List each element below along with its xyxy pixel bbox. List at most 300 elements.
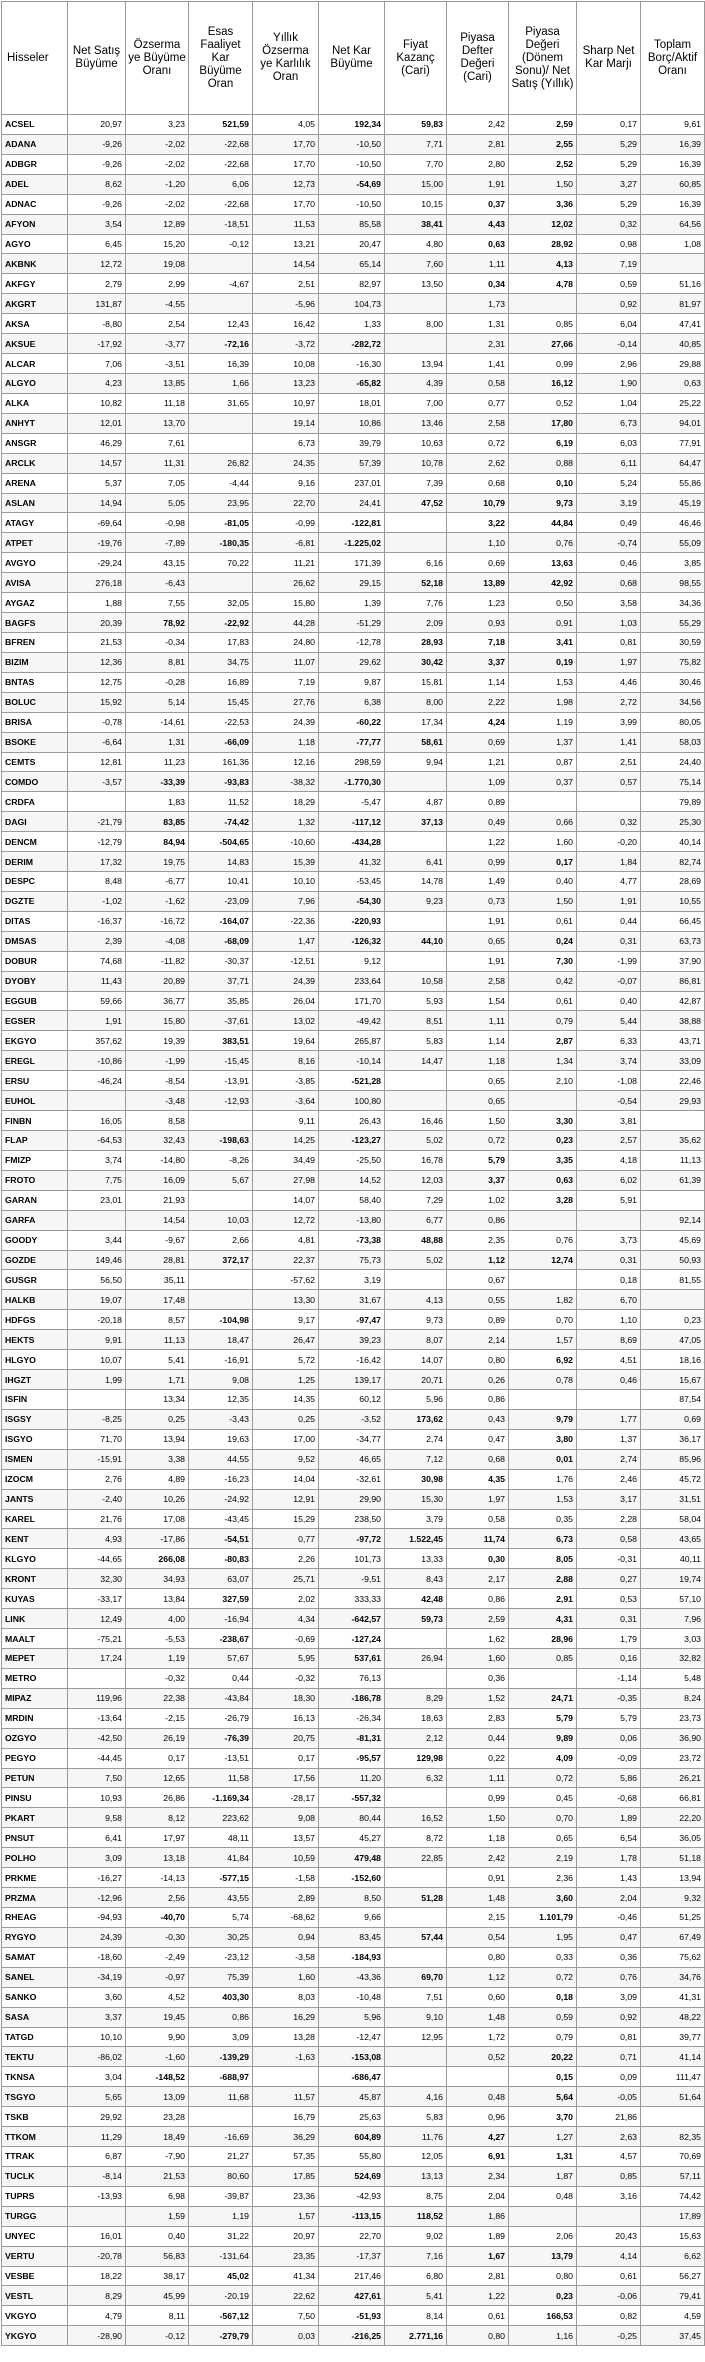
value-cell: 27,66 — [509, 334, 577, 354]
value-cell: 14,83 — [189, 852, 253, 872]
value-cell: 12,36 — [68, 652, 126, 672]
stock-code-cell: TEKTU — [2, 2047, 68, 2067]
value-cell: 75,82 — [641, 652, 705, 672]
value-cell: 3,37 — [447, 652, 509, 672]
table-row — [2, 1888, 705, 1908]
value-cell: 0,67 — [447, 1270, 509, 1290]
value-cell: 4,13 — [385, 1290, 447, 1310]
value-cell: 9,08 — [253, 1808, 319, 1828]
stock-code-cell: TUPRS — [2, 2186, 68, 2206]
value-cell: 1,52 — [447, 1688, 509, 1708]
value-cell: -12,78 — [319, 632, 385, 652]
value-cell: 1,50 — [447, 1808, 509, 1828]
value-cell: 1,97 — [577, 652, 641, 672]
table-row — [2, 1449, 705, 1469]
value-cell: 29,93 — [641, 1091, 705, 1111]
value-cell: 0,80 — [447, 1947, 509, 1967]
value-cell: 6,02 — [577, 1170, 641, 1190]
value-cell: 2,04 — [447, 2186, 509, 2206]
value-cell: 60,85 — [641, 174, 705, 194]
value-cell: 76,13 — [319, 1668, 385, 1688]
value-cell: 8,16 — [253, 1051, 319, 1071]
value-cell: 6,73 — [509, 1529, 577, 1549]
value-cell: 9,58 — [68, 1808, 126, 1828]
value-cell: 192,34 — [319, 115, 385, 135]
value-cell: -0,68 — [577, 1788, 641, 1808]
value-cell: 1,22 — [447, 2286, 509, 2306]
value-cell: -18,51 — [189, 214, 253, 234]
value-cell: 111,47 — [641, 2067, 705, 2087]
value-cell: 0,80 — [509, 2266, 577, 2286]
value-cell — [189, 254, 253, 274]
stock-code-cell: ADNAC — [2, 194, 68, 214]
value-cell: 85,58 — [319, 214, 385, 234]
stock-code-cell: DYOBY — [2, 971, 68, 991]
header-piyasa-degeri-net-satis: Piyasa Değeri (Dönem Sonu)/ Net Satış (Yıllık) — [509, 2, 577, 115]
table-row — [2, 2127, 705, 2147]
value-cell: 9,73 — [509, 493, 577, 513]
value-cell: 14,25 — [253, 1131, 319, 1151]
value-cell: -16,69 — [189, 2127, 253, 2147]
value-cell: 56,27 — [641, 2266, 705, 2286]
value-cell: 29,15 — [319, 573, 385, 593]
value-cell: -44,65 — [68, 1549, 126, 1569]
table-row — [2, 951, 705, 971]
value-cell: 3,09 — [68, 1848, 126, 1868]
stock-code-cell: AVGYO — [2, 553, 68, 573]
value-cell: 0,86 — [447, 1589, 509, 1609]
value-cell: 56,83 — [126, 2246, 189, 2266]
value-cell: 9,17 — [253, 1310, 319, 1330]
value-cell: 1,02 — [447, 1190, 509, 1210]
value-cell: 21,53 — [68, 632, 126, 652]
value-cell: 0,46 — [577, 1370, 641, 1390]
value-cell: 2,14 — [447, 1330, 509, 1350]
header-toplam-borc-aktif: Toplam Borç/Aktif Oranı — [641, 2, 705, 115]
value-cell: 0,03 — [253, 2326, 319, 2346]
value-cell: 0,55 — [447, 1290, 509, 1310]
value-cell: -40,70 — [126, 1907, 189, 1927]
value-cell: 4,16 — [385, 2087, 447, 2107]
value-cell: 5,37 — [68, 473, 126, 493]
value-cell: 8,24 — [641, 1688, 705, 1708]
stock-code-cell: ISMEN — [2, 1449, 68, 1469]
value-cell: 16,78 — [385, 1150, 447, 1170]
value-cell: 2,12 — [385, 1728, 447, 1748]
value-cell: 427,61 — [319, 2286, 385, 2306]
value-cell: 4,52 — [126, 1987, 189, 2007]
value-cell: 10,41 — [189, 872, 253, 892]
value-cell: -5,47 — [319, 792, 385, 812]
value-cell: 0,82 — [577, 2306, 641, 2326]
value-cell: 1,89 — [447, 2226, 509, 2246]
value-cell: 11,76 — [385, 2127, 447, 2147]
value-cell: -9,67 — [126, 1230, 189, 1250]
value-cell: 6,03 — [577, 433, 641, 453]
value-cell: 13,50 — [385, 274, 447, 294]
value-cell: 0,18 — [509, 1987, 577, 2007]
value-cell: 10,63 — [385, 433, 447, 453]
value-cell: 7,18 — [447, 632, 509, 652]
stock-code-cell: HALKB — [2, 1290, 68, 1310]
value-cell: 1,91 — [68, 1011, 126, 1031]
value-cell: -34,19 — [68, 1967, 126, 1987]
value-cell: 20,47 — [319, 234, 385, 254]
value-cell: 16,89 — [189, 672, 253, 692]
table-row — [2, 971, 705, 991]
value-cell: 5,05 — [126, 493, 189, 513]
value-cell: 4,24 — [447, 712, 509, 732]
table-row — [2, 1409, 705, 1429]
value-cell: 9,08 — [189, 1370, 253, 1390]
value-cell: 17,70 — [253, 134, 319, 154]
value-cell: -1,99 — [126, 1051, 189, 1071]
stock-code-cell: DITAS — [2, 911, 68, 931]
value-cell — [509, 1668, 577, 1688]
value-cell: 19,08 — [126, 254, 189, 274]
value-cell: -26,34 — [319, 1708, 385, 1728]
value-cell: 50,93 — [641, 1250, 705, 1270]
table-row — [2, 314, 705, 334]
value-cell: -17,37 — [319, 2246, 385, 2266]
stock-code-cell: AGYO — [2, 234, 68, 254]
value-cell: 0,45 — [509, 1788, 577, 1808]
value-cell: 22,85 — [385, 1848, 447, 1868]
value-cell: 2,39 — [68, 931, 126, 951]
value-cell: 2,58 — [447, 413, 509, 433]
table-row — [2, 712, 705, 732]
value-cell — [385, 1071, 447, 1091]
value-cell: 5,91 — [577, 1190, 641, 1210]
value-cell: 11,18 — [126, 393, 189, 413]
value-cell: 3,23 — [126, 115, 189, 135]
value-cell: 19,39 — [126, 1031, 189, 1051]
table-row — [2, 2186, 705, 2206]
value-cell: 0,01 — [509, 1449, 577, 1469]
value-cell: 25,63 — [319, 2107, 385, 2127]
value-cell: 51,28 — [385, 1888, 447, 1908]
value-cell: 59,83 — [385, 115, 447, 135]
value-cell: 26,47 — [253, 1330, 319, 1350]
value-cell: 0,76 — [509, 1230, 577, 1250]
value-cell: -10,50 — [319, 154, 385, 174]
value-cell: 0,35 — [509, 1509, 577, 1529]
value-cell: 42,87 — [641, 991, 705, 1011]
value-cell — [68, 1668, 126, 1688]
value-cell: 41,14 — [641, 2047, 705, 2067]
table-row — [2, 2246, 705, 2266]
value-cell: 22,62 — [253, 2286, 319, 2306]
value-cell: 36,77 — [126, 991, 189, 1011]
value-cell: 7,61 — [126, 433, 189, 453]
table-row — [2, 1788, 705, 1808]
value-cell: 6,41 — [385, 852, 447, 872]
value-cell: 3,79 — [385, 1509, 447, 1529]
value-cell: 0,94 — [253, 1927, 319, 1947]
value-cell: 25,71 — [253, 1569, 319, 1589]
value-cell: 58,03 — [641, 732, 705, 752]
value-cell: 0,26 — [447, 1370, 509, 1390]
value-cell: 30,46 — [641, 672, 705, 692]
value-cell: 5,79 — [577, 1708, 641, 1728]
value-cell — [509, 792, 577, 812]
value-cell: -3,58 — [253, 1947, 319, 1967]
value-cell: 1,82 — [509, 1290, 577, 1310]
value-cell: 0,68 — [447, 1449, 509, 1469]
value-cell: 0,17 — [577, 115, 641, 135]
value-cell: 14,07 — [253, 1190, 319, 1210]
value-cell: 0,44 — [189, 1668, 253, 1688]
value-cell: 0,32 — [577, 214, 641, 234]
value-cell: 9,52 — [253, 1449, 319, 1469]
table-row — [2, 1808, 705, 1828]
value-cell: 44,28 — [253, 613, 319, 633]
value-cell: 46,65 — [319, 1449, 385, 1469]
stock-code-cell: TTKOM — [2, 2127, 68, 2147]
value-cell: -1.770,30 — [319, 772, 385, 792]
stock-code-cell: AYGAZ — [2, 593, 68, 613]
value-cell: 23,35 — [253, 2246, 319, 2266]
value-cell: 11,43 — [68, 971, 126, 991]
value-cell: 11,31 — [126, 453, 189, 473]
value-cell: 34,93 — [126, 1569, 189, 1589]
value-cell: 1,31 — [447, 314, 509, 334]
value-cell: 0,85 — [509, 1648, 577, 1668]
value-cell: 0,52 — [447, 2047, 509, 2067]
value-cell: 12,02 — [509, 214, 577, 234]
value-cell: 70,69 — [641, 2147, 705, 2167]
stock-code-cell: GOZDE — [2, 1250, 68, 1270]
value-cell: -0,28 — [126, 672, 189, 692]
value-cell: -20,19 — [189, 2286, 253, 2306]
value-cell: 0,99 — [447, 852, 509, 872]
stock-code-cell: HDFGS — [2, 1310, 68, 1330]
value-cell: -220,93 — [319, 911, 385, 931]
value-cell: 18,16 — [641, 1350, 705, 1370]
value-cell: 23,36 — [253, 2186, 319, 2206]
value-cell: 24,71 — [509, 1688, 577, 1708]
value-cell: 1,98 — [509, 692, 577, 712]
value-cell: 0,72 — [447, 1131, 509, 1151]
value-cell: 16,39 — [641, 194, 705, 214]
value-cell: 19,64 — [253, 1031, 319, 1051]
table-row — [2, 1828, 705, 1848]
stock-code-cell: EKGYO — [2, 1031, 68, 1051]
value-cell: 0,49 — [577, 513, 641, 533]
value-cell: -24,92 — [189, 1489, 253, 1509]
value-cell: 3,04 — [68, 2067, 126, 2087]
value-cell: 75,62 — [641, 1947, 705, 1967]
value-cell: 11,29 — [68, 2127, 126, 2147]
stock-code-cell: TSGYO — [2, 2087, 68, 2107]
value-cell: 0,09 — [577, 2067, 641, 2087]
value-cell: 2,35 — [447, 1230, 509, 1250]
value-cell: 0,34 — [447, 274, 509, 294]
value-cell: 0,86 — [447, 1390, 509, 1410]
value-cell: 0,77 — [447, 393, 509, 413]
value-cell: -97,72 — [319, 1529, 385, 1549]
value-cell: 28,69 — [641, 872, 705, 892]
stock-code-cell: UNYEC — [2, 2226, 68, 2246]
value-cell: 18,22 — [68, 2266, 126, 2286]
financial-ratios-table — [1, 1, 705, 2346]
value-cell: 0,25 — [126, 1409, 189, 1429]
value-cell: -0,69 — [253, 1629, 319, 1649]
value-cell: 37,90 — [641, 951, 705, 971]
stock-code-cell: EGSER — [2, 1011, 68, 1031]
value-cell: 5,93 — [385, 991, 447, 1011]
value-cell: 1,18 — [447, 1828, 509, 1848]
value-cell: 0,59 — [509, 2007, 577, 2027]
value-cell: 31,51 — [641, 1489, 705, 1509]
value-cell: -6,64 — [68, 732, 126, 752]
value-cell: -57,62 — [253, 1270, 319, 1290]
value-cell: 6,41 — [68, 1828, 126, 1848]
stock-code-cell: AKBNK — [2, 254, 68, 274]
value-cell: 7,05 — [126, 473, 189, 493]
stock-code-cell: EGGUB — [2, 991, 68, 1011]
value-cell: 2,55 — [509, 134, 577, 154]
value-cell: 10,10 — [68, 2027, 126, 2047]
value-cell: 1,86 — [447, 2206, 509, 2226]
value-cell: 34,36 — [641, 593, 705, 613]
value-cell: 17,48 — [126, 1290, 189, 1310]
value-cell: -216,25 — [319, 2326, 385, 2346]
value-cell: 23,28 — [126, 2107, 189, 2127]
value-cell: 0,63 — [641, 373, 705, 393]
value-cell: 0,44 — [447, 1728, 509, 1748]
value-cell: 3,09 — [577, 1987, 641, 2007]
value-cell — [189, 294, 253, 314]
value-cell: 63,07 — [189, 1569, 253, 1589]
value-cell: -186,78 — [319, 1688, 385, 1708]
value-cell: 4,59 — [641, 2306, 705, 2326]
value-cell: -86,02 — [68, 2047, 126, 2067]
value-cell: 7,96 — [253, 891, 319, 911]
value-cell: -567,12 — [189, 2306, 253, 2326]
value-cell: 3,28 — [509, 1190, 577, 1210]
value-cell: 2,58 — [447, 971, 509, 991]
value-cell: -75,21 — [68, 1629, 126, 1649]
table-row — [2, 1609, 705, 1629]
value-cell: 32,05 — [189, 593, 253, 613]
value-cell: 0,99 — [447, 1788, 509, 1808]
table-row — [2, 513, 705, 533]
value-cell: 0,91 — [509, 613, 577, 633]
value-cell: 1,47 — [253, 931, 319, 951]
value-cell: -521,28 — [319, 1071, 385, 1091]
table-row — [2, 2147, 705, 2167]
value-cell: 17,80 — [509, 413, 577, 433]
value-cell: 16,13 — [253, 1708, 319, 1728]
value-cell: 6,04 — [577, 314, 641, 334]
value-cell: -6,81 — [253, 533, 319, 553]
table-row — [2, 1489, 705, 1509]
stock-code-cell: BIZIM — [2, 652, 68, 672]
table-row — [2, 1927, 705, 1947]
value-cell: 1,18 — [447, 1051, 509, 1071]
value-cell: 48,88 — [385, 1230, 447, 1250]
value-cell: 7,00 — [385, 393, 447, 413]
table-row — [2, 473, 705, 493]
table-row — [2, 1210, 705, 1230]
value-cell — [253, 2067, 319, 2087]
value-cell: 82,35 — [641, 2127, 705, 2147]
stock-code-cell: MEPET — [2, 1648, 68, 1668]
table-row — [2, 2007, 705, 2027]
value-cell: 1,33 — [319, 314, 385, 334]
value-cell: 30,42 — [385, 652, 447, 672]
value-cell: -64,53 — [68, 1131, 126, 1151]
value-cell: 298,59 — [319, 752, 385, 772]
stock-code-cell: MIPAZ — [2, 1688, 68, 1708]
value-cell: -282,72 — [319, 334, 385, 354]
value-cell: 16,29 — [253, 2007, 319, 2027]
value-cell: 47,41 — [641, 314, 705, 334]
value-cell: 14,52 — [319, 1170, 385, 1190]
value-cell: 19,45 — [126, 2007, 189, 2027]
stock-code-cell: TKNSA — [2, 2067, 68, 2087]
value-cell: 4,14 — [577, 2246, 641, 2266]
value-cell: 45,02 — [189, 2266, 253, 2286]
value-cell: 1,88 — [68, 593, 126, 613]
value-cell: 2,59 — [447, 1609, 509, 1629]
value-cell — [509, 294, 577, 314]
value-cell: 64,47 — [641, 453, 705, 473]
value-cell: -81,05 — [189, 513, 253, 533]
value-cell: 64,56 — [641, 214, 705, 234]
value-cell: -12,47 — [319, 2027, 385, 2047]
value-cell: 2,88 — [509, 1569, 577, 1589]
value-cell: 1.101,79 — [509, 1907, 577, 1927]
value-cell: 0,99 — [509, 354, 577, 374]
value-cell: 0,23 — [509, 1131, 577, 1151]
stock-code-cell: RHEAG — [2, 1907, 68, 1927]
value-cell: -3,48 — [126, 1091, 189, 1111]
stock-code-cell: DESPC — [2, 872, 68, 892]
value-cell: 52,18 — [385, 573, 447, 593]
value-cell: 223,62 — [189, 1808, 253, 1828]
value-cell: 129,98 — [385, 1748, 447, 1768]
header-hisseler: Hisseler — [2, 2, 68, 115]
value-cell: 21,27 — [189, 2147, 253, 2167]
value-cell: 6,73 — [577, 413, 641, 433]
value-cell: 25,22 — [641, 393, 705, 413]
value-cell: 9,02 — [385, 2226, 447, 2246]
table-row — [2, 2306, 705, 2326]
value-cell: 0,81 — [577, 632, 641, 652]
value-cell: 92,14 — [641, 1210, 705, 1230]
stock-code-cell: ADEL — [2, 174, 68, 194]
value-cell: -19,76 — [68, 533, 126, 553]
value-cell: 0,58 — [447, 1509, 509, 1529]
value-cell: 14,78 — [385, 872, 447, 892]
value-cell: 16,46 — [385, 1111, 447, 1131]
value-cell — [68, 1091, 126, 1111]
value-cell: 6,87 — [68, 2147, 126, 2167]
value-cell: 173,62 — [385, 1409, 447, 1429]
value-cell: 0,49 — [447, 812, 509, 832]
value-cell: 1,99 — [68, 1370, 126, 1390]
stock-code-cell: ISGYO — [2, 1429, 68, 1449]
table-row — [2, 493, 705, 513]
value-cell: 2,91 — [509, 1589, 577, 1609]
value-cell: 6,73 — [253, 433, 319, 453]
value-cell: -6,77 — [126, 872, 189, 892]
stock-code-cell: PETUN — [2, 1768, 68, 1788]
value-cell: -0,74 — [577, 533, 641, 553]
value-cell: 217,46 — [319, 2266, 385, 2286]
